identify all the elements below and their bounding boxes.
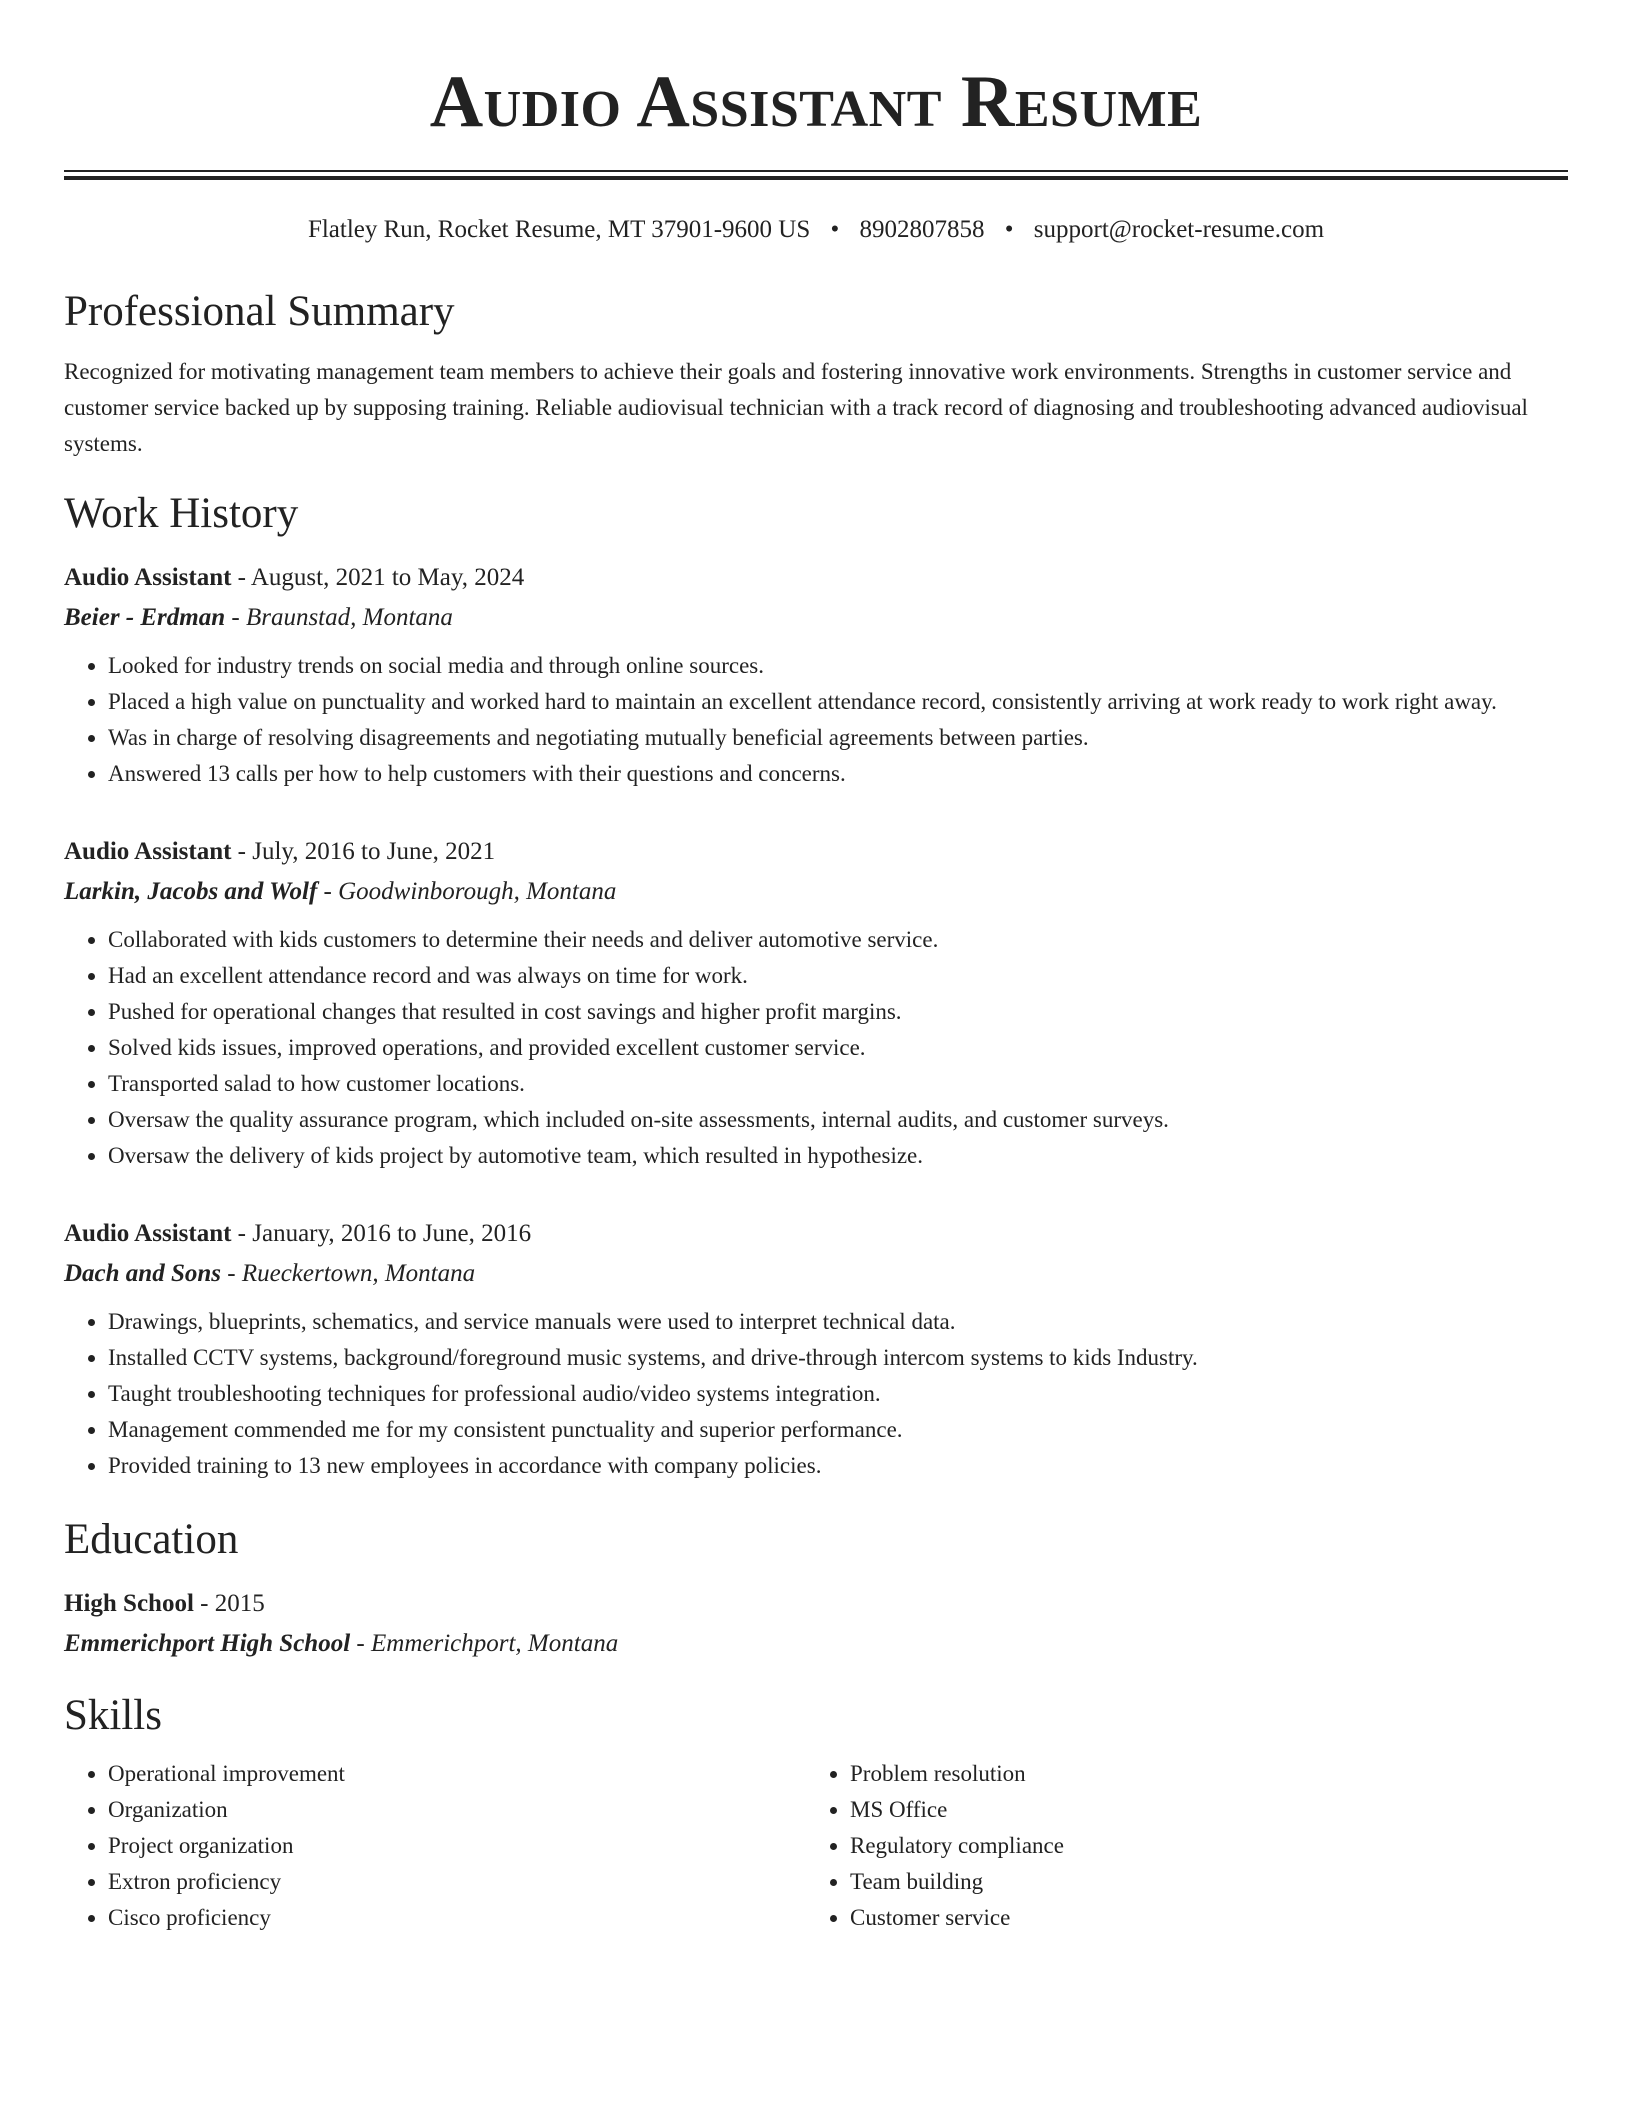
list-item: • Organization [108,1792,806,1828]
skills-heading: Skills [64,1692,162,1739]
school-location: - Emmerichport, Montana [350,1630,619,1657]
company-name: Beier - Erdman [64,604,226,631]
list-item: • Looked for industry trends on social media and through online sources. [108,648,1568,684]
job-title: Audio Assistant [64,838,232,865]
company-location: - Goodwinborough, Montana [317,878,617,905]
company-location: - Rueckertown, Montana [221,1260,476,1287]
job-bullets [64,648,1568,792]
company-name: Dach and Sons [64,1260,221,1287]
list-item: • Pushed for operational changes that resulted in cost savings and higher profit margins. [108,994,1568,1030]
contact-address: Flatley Run, Rocket Resume, MT 37901-9600 US [307,216,811,243]
degree: High School [64,1590,194,1617]
company-line [64,598,1568,638]
list-item: • Placed a high value on punctuality and worked hard to maintain an excellent attendance record, consistently arriving at work ready to work right away. [108,684,1568,720]
list-item: • Operational improvement [108,1756,806,1792]
job-dates: - July, 2016 to June, 2021 [231,838,496,865]
contact-phone: 8902807858 [859,216,985,243]
list-item: • MS Office [850,1792,1548,1828]
title-divider [64,170,1568,180]
skills-columns [64,1756,1568,1936]
degree-line [64,1584,1568,1624]
job-entry [64,832,1568,1174]
job-dates: - January, 2016 to June, 2016 [231,1220,532,1247]
job-title-line [64,832,1568,872]
list-item: • Extron proficiency [108,1864,806,1900]
contact-separator: • [830,216,840,243]
summary-heading: Professional Summary [64,288,455,335]
summary-text: Recognized for motivating management team members to achieve their goals and fostering innovative work environments. Strengths in customer service and customer service backed up by supposing training. Reliable audiovisual technician with a track record of diagnosing and troubleshooting advanced audiovisual systems. [64,359,1528,456]
job-title-line [64,558,1568,598]
list-item: • Taught troubleshooting techniques for professional audio/video systems integration. [108,1376,1568,1412]
skills-list-left [64,1756,806,1936]
list-item: • Installed CCTV systems, background/foreground music systems, and drive-through intercom systems to kids Industry. [108,1340,1568,1376]
list-item: • Team building [850,1864,1548,1900]
contact-line [64,214,1568,246]
list-item: • Drawings, blueprints, schematics, and service manuals were used to interpret technical data. [108,1304,1568,1340]
education-entry [64,1584,1568,1664]
list-item: • Management commended me for my consistent punctuality and superior performance. [108,1412,1568,1448]
company-name: Larkin, Jacobs and Wolf [64,878,318,905]
list-item: • Oversaw the delivery of kids project by automotive team, which resulted in hypothesize. [108,1138,1568,1174]
list-item: • Cisco proficiency [108,1900,806,1936]
company-line [64,872,1568,912]
list-item: • Collaborated with kids customers to determine their needs and deliver automotive service. [108,922,1568,958]
work-history-heading: Work History [64,490,299,537]
school-name: Emmerichport High School [64,1630,351,1657]
list-item: • Was in charge of resolving disagreements and negotiating mutually beneficial agreements between parties. [108,720,1568,756]
list-item: • Answered 13 calls per how to help customers with their questions and concerns. [108,756,1568,792]
page-title: Audio Assistant Resume [429,61,1203,143]
education-heading: Education [64,1516,239,1563]
job-title-line [64,1214,1568,1254]
list-item: • Project organization [108,1828,806,1864]
list-item: • Had an excellent attendance record and was always on time for work. [108,958,1568,994]
list-item: • Oversaw the quality assurance program, which included on-site assessments, internal audits, and customer surveys. [108,1102,1568,1138]
company-line [64,1254,1568,1294]
graduation-year: - 2015 [193,1590,265,1617]
school-line [64,1624,1568,1664]
company-location: - Braunstad, Montana [225,604,453,631]
list-item: • Regulatory compliance [850,1828,1548,1864]
job-entry [64,558,1568,792]
job-dates: - August, 2021 to May, 2024 [231,564,525,591]
list-item: • Solved kids issues, improved operations, and provided excellent customer service. [108,1030,1568,1066]
contact-separator: • [1004,216,1014,243]
list-item: • Provided training to 13 new employees in accordance with company policies. [108,1448,1568,1484]
job-title: Audio Assistant [64,1220,232,1247]
job-bullets [64,1304,1568,1484]
list-item: • Problem resolution [850,1756,1548,1792]
job-entry [64,1214,1568,1484]
job-title: Audio Assistant [64,564,232,591]
contact-email: support@rocket-resume.com [1033,216,1325,243]
skills-list-right [806,1756,1548,1936]
job-bullets [64,922,1568,1174]
list-item: • Transported salad to how customer locations. [108,1066,1568,1102]
list-item: • Customer service [850,1900,1548,1936]
